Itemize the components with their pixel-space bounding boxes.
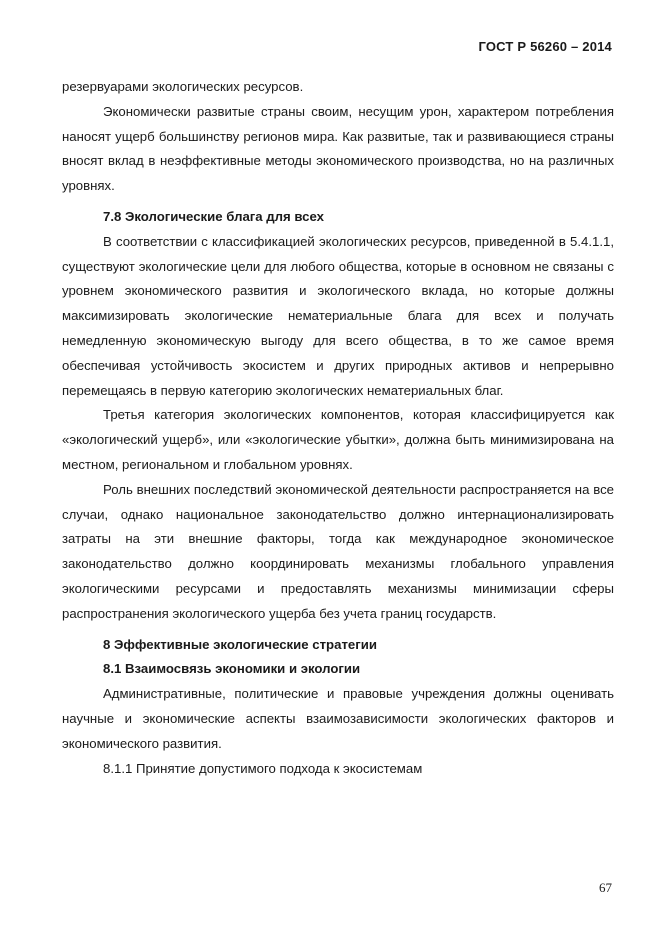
paragraph-economic-countries: Экономически развитые страны своим, несущим урон, характером потребления наносят ущерб большинству регионов мира. Как развитые, так и развивающиеся страны вносят вклад в неэффективные методы экономического производства, но на различных уровнях. — [62, 103, 614, 194]
page-number: 67 — [599, 880, 612, 895]
section-7-8-paragraph-2: Третья категория экологических компонентов, которая классифицируется как «экологический ущерб», или «экологические убытки», должна быть минимизирована на местном, региональном и глобальном уровнях. — [62, 407, 614, 472]
document-header: ГОСТ Р 56260 – 2014 — [478, 39, 612, 54]
section-8-1-paragraph-1: Административные, политические и правовые учреждения должны оценивать научные и экономические аспекты взаимозависимости экологических факторов и экономического развития. — [62, 686, 614, 751]
section-8-heading: 8 Эффективные экологические стратегии — [103, 636, 377, 652]
section-8-1-1-subheading: 8.1.1 Принятие допустимого подхода к экосистемам — [103, 760, 423, 776]
section-8-1-heading: 8.1 Взаимосвязь экономики и экологии — [103, 661, 361, 677]
section-7-8-paragraph-1: В соответствии с классификацией экологических ресурсов, приведенной в 5.4.1.1, существуют экологические цели для любого общества, которые в основном не связаны с уровнем экономического развития и экологического вклада, но которые должны максимизировать экологические нематериальные блага для всех и получать немедленную экономическую выгоду для всего общества, в то же самое время обеспечивая устойчивость экосистем и других природных активов и непрерывно перемещаясь в первую категорию экологических нематериальных благ. — [62, 233, 614, 398]
continuation-text: резервуарами экологических ресурсов. — [62, 79, 304, 94]
section-7-8-heading: 7.8 Экологические блага для всех — [103, 208, 324, 224]
section-7-8-paragraph-3: Роль внешних последствий экономической деятельности распространяется на все случаи, однако национальное законодательство должно интернационализировать затраты на эти внешние факторы, тогда как международное экономическое законодательство должно координировать механизмы глобального управления экологическими ресурсами и предоставлять механизмы минимизации сферы распространения экологического ущерба без учета границ государств. — [62, 481, 614, 621]
page-content — [62, 75, 614, 781]
